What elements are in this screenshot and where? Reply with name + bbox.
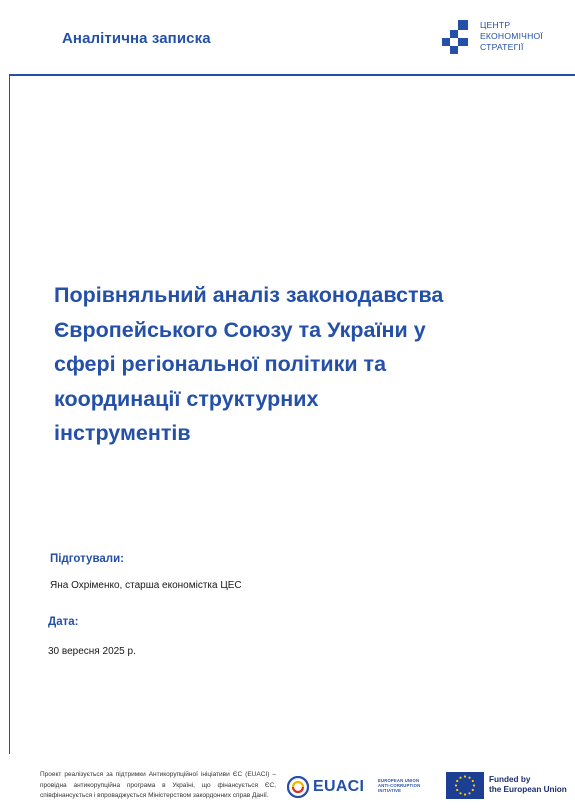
ces-logo-icon <box>442 20 478 56</box>
euaci-sub-line-2: ANTI-CORRUPTION <box>378 783 421 789</box>
euaci-wordmark: EUACI <box>313 778 365 795</box>
euaci-emblem-icon <box>287 776 309 798</box>
euaci-sub-line-3: INITIATIVE <box>378 788 402 794</box>
prepared-by-label: Підготували: <box>50 553 124 565</box>
logo-line-2: ЕКОНОМІЧНОЇ <box>480 31 543 41</box>
prepared-by-value: Яна Охріменко, старша економістка ЦЕС <box>50 580 242 591</box>
euaci-subtitle <box>378 778 420 794</box>
eu-flag-icon <box>446 772 484 799</box>
title-line-2: Європейського Союзу та України у <box>54 317 426 342</box>
document-type-label: Аналітична записка <box>62 30 211 47</box>
page-frame-left-border <box>9 74 10 754</box>
logo-line-3: СТРАТЕГІЇ <box>480 42 524 52</box>
date-value: 30 вересня 2025 р. <box>48 646 136 657</box>
title-line-4: координації структурних <box>54 386 319 411</box>
eu-funded-label <box>489 775 567 795</box>
date-label: Дата: <box>48 616 79 628</box>
ces-logo-text <box>480 20 543 53</box>
logo-line-1: ЦЕНТР <box>480 20 511 30</box>
ces-logo <box>442 20 562 56</box>
eu-funded-line-2: the European Union <box>489 785 567 794</box>
title-line-1: Порівняльний аналіз законодавства <box>54 283 444 307</box>
euaci-logo <box>287 776 437 798</box>
document-title <box>54 278 524 451</box>
title-line-5: інструментів <box>54 421 191 445</box>
header-divider <box>9 74 575 76</box>
euaci-sub-line-1: EUROPEAN UNION <box>378 778 420 783</box>
title-line-3: сфері регіональної політики та <box>54 352 387 376</box>
footer-funding-note: Проект реалізується за підтримки Антикорупційної ініціативи ЄС (EUACI) – провідна антикорупційна програма в Україні, що фінансується ЄС, співфінансується і впроваджується Міністерством закордонних справ Данії. <box>40 771 276 799</box>
eu-funded-line-1: Funded by <box>489 775 531 784</box>
